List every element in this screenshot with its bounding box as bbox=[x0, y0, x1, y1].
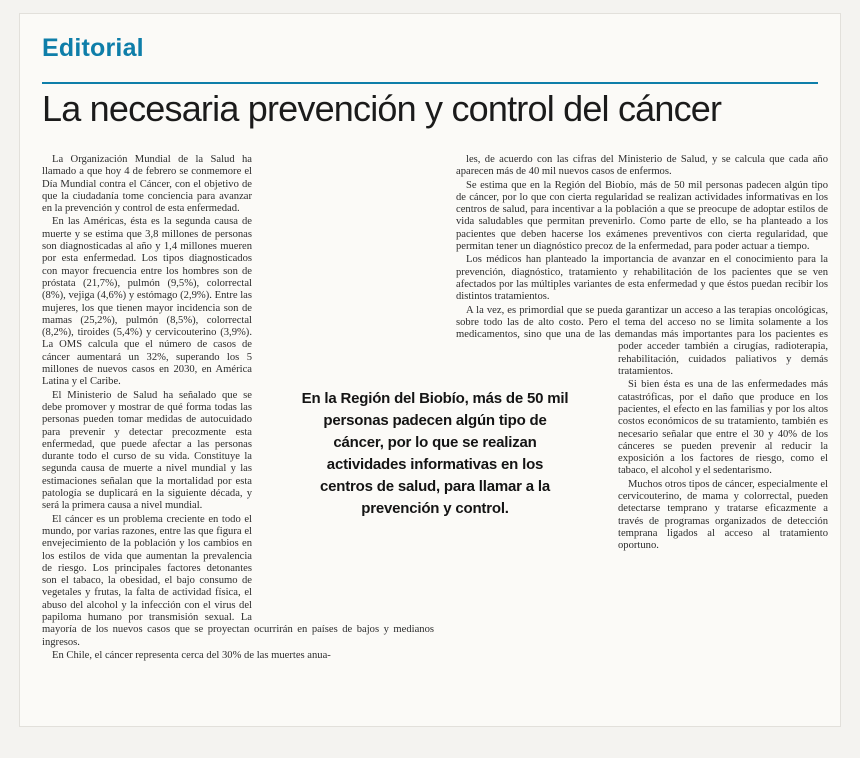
editorial-page bbox=[20, 14, 840, 726]
right-paragraph-1: les, de acuerdo con las cifras del Ministerio de Salud, y se calcula que cada año aparecen más de 40 mil nuevos casos de enfermos. bbox=[456, 154, 828, 178]
left-paragraph-2: En las Américas, ésta es la segunda causa de muerte y se estima que 3,8 millones de personas son diagnosticadas al año y 1,4 millones mueren por esta enfermedad. Los tipos diagnosticados con mayor frecuencia entre los hombres son de próstata (21,7%), pulmón (9,5%), colorrectal (8%), vejiga (4,6%) y estómago (2,9%). Entre las mujeres, los que tienen mayor incidencia son de mamas (25,2%), pulmón (8,5%), colorrectal (8,2%), tiroides (5,4%) y cervicouterino (3,9%). La OMS calcula que el número de casos de cáncer aumentará un 32%, superando los 5 millones de nuevos casos en 2030, en América Latina y el Caribe. bbox=[42, 216, 252, 388]
pull-quote: En la Región del Biobío, más de 50 mil personas padecen algún tipo de cáncer, por lo que se realizan actividades informativas en los centros de salud, para llamar a la prevención y control. bbox=[301, 390, 569, 517]
headline: La necesaria prevención y control del cáncer bbox=[42, 88, 722, 129]
article-column-right bbox=[456, 154, 828, 596]
right-paragraph-3: Los médicos han planteado la importancia de avanzar en el conocimiento para la prevención, diagnóstico, tratamiento y rehabilitación de los pacientes que se ven afectados por las múltiples variantes de esta enfermedad y que éstos puedan recibir los distintos tratamientos. bbox=[456, 254, 828, 303]
right-paragraph-4: A la vez, es primordial que se pueda garantizar un acceso a las terapias oncológicas, sobre todo las de alto costo. Pero el tema del acceso no se limita solamente a los medicamentos, sino que una de las demandas más importantes para los pacientes es poder acceder también a cirugías, radioterapia, rehabilitación, cuidados paliativos y demás tratamientos. bbox=[456, 304, 828, 378]
right-paragraph-6: Muchos otros tipos de cáncer, especialmente el cervicouterino, de mama y colorrectal, pueden detectarse temprano y tratarse eficazmente a través de programas organizados de detección temprana ligados al acceso al tratamiento oportuno. bbox=[618, 478, 828, 552]
left-paragraph-1: La Organización Mundial de la Salud ha llamado a que hoy 4 de febrero se conmemore el Día Mundial contra el Cáncer, con el objetivo de que la ciudadanía tome conciencia para avanzar en la prevención y control de esta enfermedad. bbox=[42, 154, 252, 215]
section-divider bbox=[42, 82, 818, 84]
right-paragraph-2: Se estima que en la Región del Biobío, más de 50 mil personas padecen algún tipo de cáncer, por lo que con cierta regularidad se realizan actividades informativas en los centros de salud, para incentivar a la población a que se preocupe de adoptar estilos de vida saludables que permitan prevenirlo. Como parte de ello, se ha planteado a los pacientes que deben hacerse los exámenes preventivos con cierta regularidad, que permitan tener un diagnóstico precoz de la enfermedad, para poder actuar a tiempo. bbox=[456, 179, 828, 253]
left-paragraph-5: En Chile, el cáncer representa cerca del 30% de las muertes anua- bbox=[52, 649, 331, 661]
section-label: Editorial bbox=[42, 34, 144, 62]
left-paragraph-4: El cáncer es un problema creciente en todo el mundo, por varias razones, entre las que figura el envejecimiento de la población y los cambios en los estilos de vida que aumentan la prevalencia de riesgo. Los principales factores detonantes son el tabaco, la obesidad, el bajo consumo de vegetales y frutas, la falta de actividad física, el abuso del alcohol y la infección con el virus del papiloma humano por transmisión sexual. La mayoría de los nuevos casos que se proyectan ocurrirán en países de bajos y medianos ingresos. bbox=[42, 513, 434, 648]
left-paragraph-3: El Ministerio de Salud ha señalado que se debe promover y mostrar de qué forma todas las personas pueden tomar medidas de autocuidado para prevenir y detectar precozmente esta enfermedad, que puede afectar a las personas durante todo el curso de su vida. Constituye la segunda causa de muerte a nivel mundial y las estimaciones señalan que la mortalidad por esta patología se duplicará en la siguiente década, y será la primera causa a nivel mundial. bbox=[42, 389, 252, 512]
right-paragraph-5: Si bien ésta es una de las enfermedades más catastróficas, por el daño que produce en los pacientes, el efecto en las familias y por los altos costos económicos de su tratamiento, también es necesario señalar que entre el 30 y 40% de los cánceres se pueden prevenir al reducir la exposición a los factores de riesgo, como el tabaco, el alcohol y el sedentarismo. bbox=[618, 379, 828, 477]
